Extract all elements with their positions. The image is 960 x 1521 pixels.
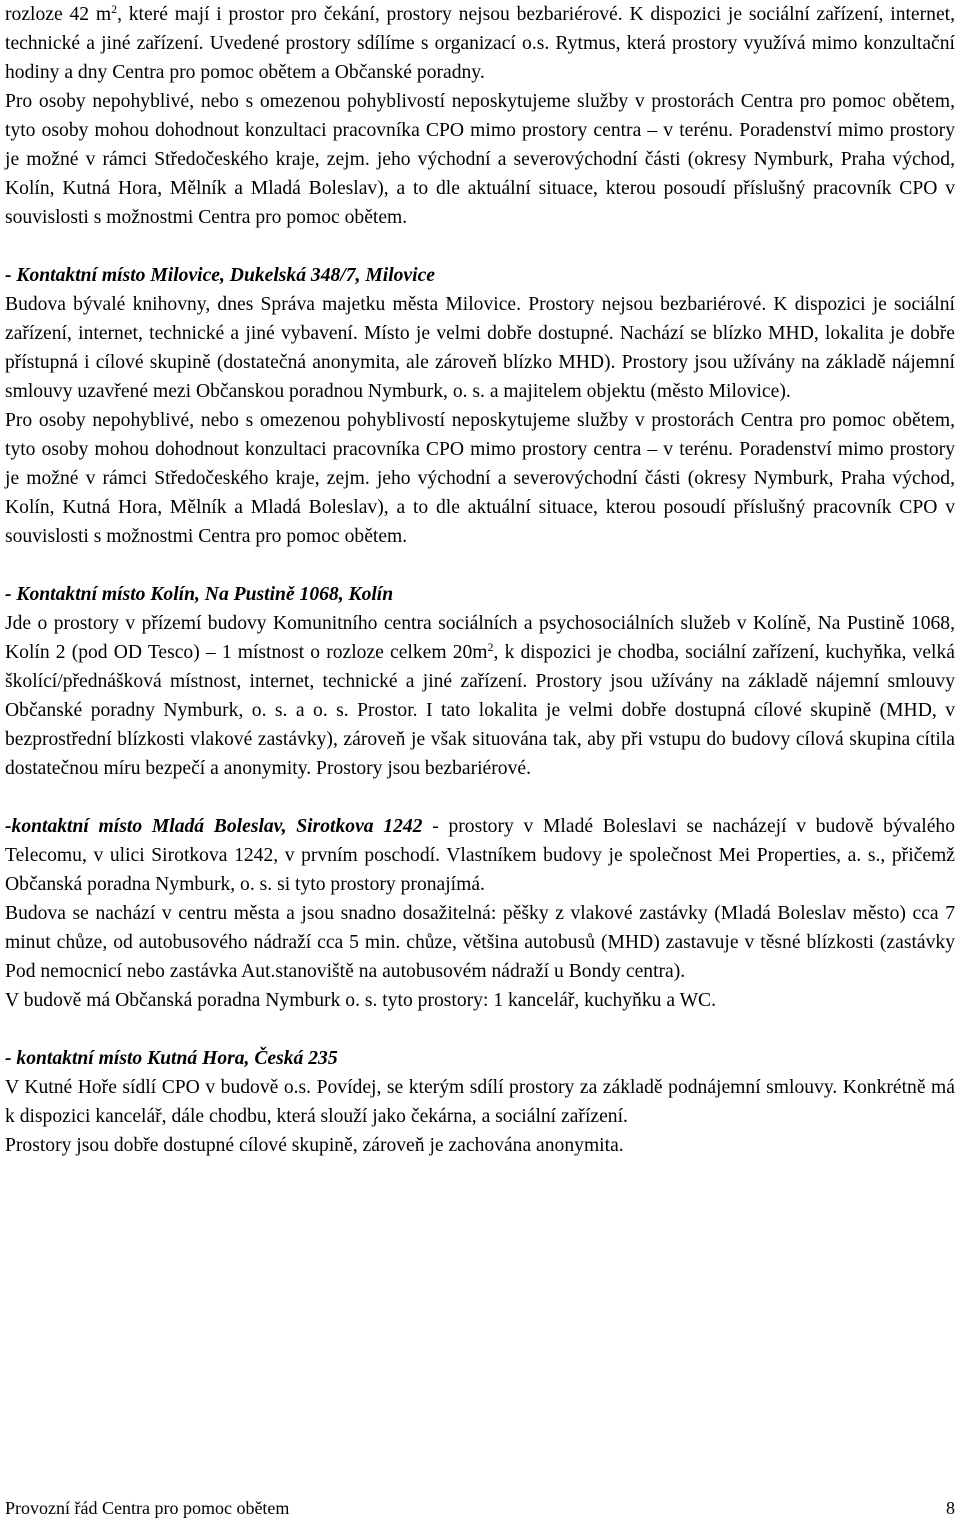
paragraph-kutna-hora: V Kutné Hoře sídlí CPO v budově o.s. Povídej, se kterým sdílí prostory za základě podnájemní smlouvy. Konkrétně má k dispozici kancelář, dále chodbu, která slouží jako čekárna, a sociální zařízení. [5, 1077, 955, 1127]
paragraph-milovice-accessibility: Pro osoby nepohyblivé, nebo s omezenou pohyblivostí neposkytujeme služby v prostorách Centra pro pomoc obětem, tyto osoby mohou dohodnout konzultaci pracovníka CPO mimo prostory centra – v terénu. Poradenství mimo prostory je možné v rámci Středočeského kraje, zejm. jeho východní a severovýchodní části (okresy Nymburk, Praha východ, Kolín, Kutná Hora, Mělník a Mladá Boleslav), a to dle aktuální situace, kterou posoudí příslušný pracovník CPO v souvislosti s možnostmi Centra pro pomoc obětem. [5, 410, 955, 547]
paragraph-milovice: Budova bývalé knihovny, dnes Správa majetku města Milovice. Prostory nejsou bezbariérové. K dispozici je sociální zařízení, internet, technické a jiné vybavení. Místo je velmi dobře dostupné. Nachází se blízko MHD, lokalita je dobře přístupná i cílové skupině (dostatečná anonymita, ale zároveň blízko MHD). Prostory jsou užívány na základě nájemní smlouvy uzavřené mezi Občanskou poradnou Nymburk, o. s. a majitelem objektu (město Milovice). [5, 294, 955, 402]
footer-title: Provozní řád Centra pro pomoc obětem [5, 1498, 290, 1518]
document-page [5, 0, 955, 1160]
paragraph-boleslav: -kontaktní místo Mladá Boleslav, Sirotkova 1242 - prostory v Mladé Boleslavi se nacházejí v budově bývalého Telecomu, v ulici Sirotkova 1242, v prvním poschodí. Vlastníkem budovy je společnost Mei Properties, a. s., přičemž Občanská poradna Nymburk, o. s. si tyto prostory pronajímá. [5, 816, 955, 895]
heading-milovice: - Kontaktní místo Milovice, Dukelská 348/7, Milovice [5, 265, 435, 286]
paragraph-boleslav-transport: Budova se nachází v centru města a jsou snadno dosažitelná: pěšky z vlakové zastávky (Mladá Boleslav město) cca 7 minut chůze, od autobusového nádraží cca 5 min. chůze, většina autobusů (MHD) zastavuje v těsné blízkosti (zastávky Pod nemocnicí nebo zastávka Aut.stanoviště na autobusovém nádraží u Bondy centra). [5, 903, 955, 982]
paragraph-kolin: Jde o prostory v přízemí budovy Komunitního centra sociálních a psychosociálních služeb v Kolíně, Na Pustině 1068, Kolín 2 (pod OD Tesco) – 1 místnost o rozloze celkem $20m^2$, k dispozici je chodba, sociální zařízení, kuchyňka, velká školící/přednášková místnost, internet, technické a jiné zařízení. Prostory jsou užívány na základě nájemní smlouvy Občanské poradny Nymburk, o. s. a o. s. Prostor. I tato lokalita je velmi dobře dostupná cílové skupině (MHD, v bezprostřední blízkosti vlakové zastávky), zároveň je však situována tak, aby při vstupu do budovy cílová skupina cítila dostatečnou míru bezpečí a anonymity. Prostory jsou bezbariérové. [5, 613, 955, 779]
heading-kolin: - Kontaktní místo Kolín, Na Pustině 1068, Kolín [5, 584, 394, 605]
page-footer [5, 1496, 955, 1520]
paragraph-intro: rozloze 42 $m^2$, které mají i prostor pro čekání, prostory nejsou bezbariérové. K dispozici je sociální zařízení, internet, technické a jiné zařízení. Uvedené prostory sdílíme s organizací o.s. Rytmus, která prostory využívá mimo konzultační hodiny a dny Centra pro pomoc obětem a Občanské poradny. [5, 2, 955, 83]
paragraph-accessibility: Pro osoby nepohyblivé, nebo s omezenou pohyblivostí neposkytujeme služby v prostorách Centra pro pomoc obětem, tyto osoby mohou dohodnout konzultaci pracovníka CPO mimo prostory centra – v terénu. Poradenství mimo prostory je možné v rámci Středočeského kraje, zejm. jeho východní a severovýchodní části (okresy Nymburk, Praha východ, Kolín, Kutná Hora, Mělník a Mladá Boleslav), a to dle aktuální situace, kterou posoudí příslušný pracovník CPO v souvislosti s možnostmi Centra pro pomoc obětem. [5, 91, 955, 228]
heading-kutna-hora: - kontaktní místo Kutná Hora, Česká 235 [5, 1048, 338, 1069]
heading-boleslav: -kontaktní místo Mladá Boleslav, Sirotkova 1242 [5, 816, 423, 837]
paragraph-boleslav-rooms: V budově má Občanská poradna Nymburk o. s. tyto prostory: 1 kancelář, kuchyňku a WC. [5, 990, 717, 1011]
page-number: 8 [946, 1498, 955, 1518]
paragraph-kutna-hora-accessibility: Prostory jsou dobře dostupné cílové skupině, zároveň je zachována anonymita. [5, 1135, 624, 1156]
